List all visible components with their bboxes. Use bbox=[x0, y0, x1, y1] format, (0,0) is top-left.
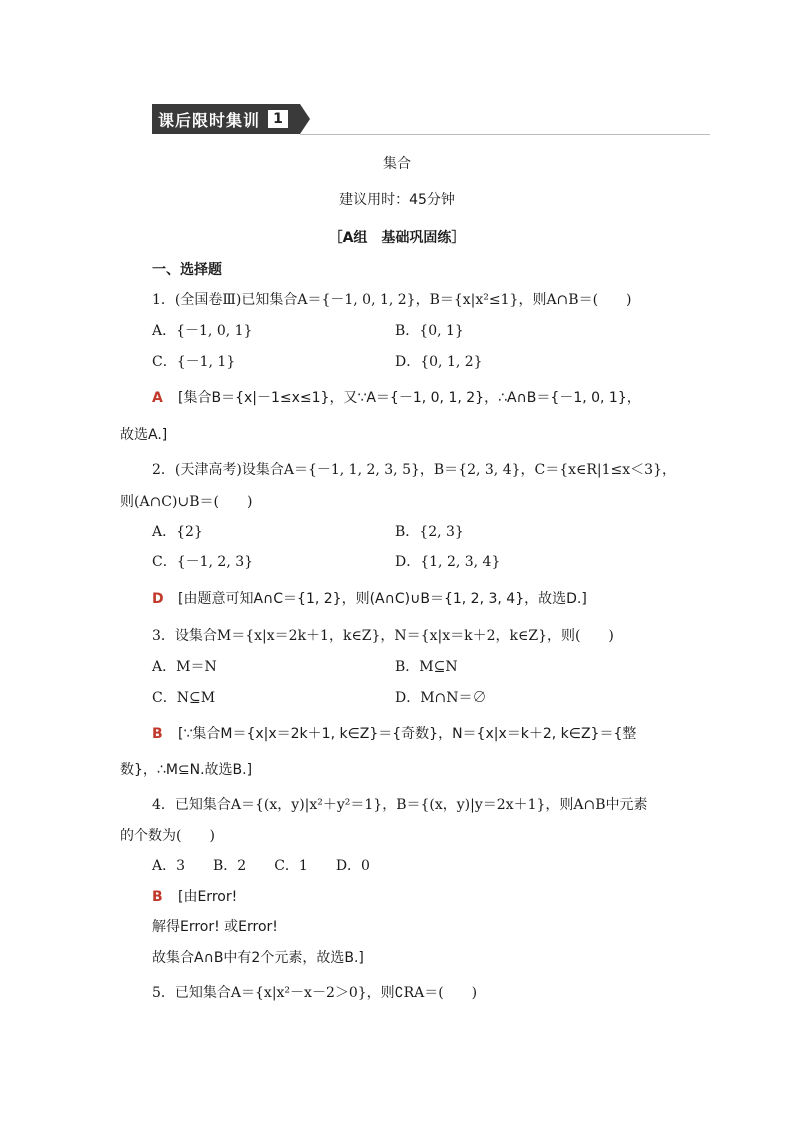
question-1-option-d: D．{0, 1, 2} bbox=[395, 354, 483, 370]
question-1-answer: A bbox=[152, 390, 163, 406]
question-3-option-b: B．M⊆N bbox=[395, 659, 458, 675]
question-1-explanation-line-1: [集合B＝{x|－1≤x≤1}，又∵A＝{－1, 0, 1, 2}，∴A∩B＝{－1, 0, 1}， bbox=[178, 390, 641, 406]
question-1-option-a: A．{－1, 0, 1} bbox=[152, 323, 253, 339]
question-1-option-b: B．{0, 1} bbox=[395, 323, 464, 339]
question-2-option-d: D．{1, 2, 3, 4} bbox=[395, 554, 501, 570]
lesson-banner bbox=[152, 104, 288, 134]
section-heading: 一、选择题 bbox=[152, 262, 222, 278]
question-2-option-b: B．{2, 3} bbox=[395, 524, 464, 540]
header-rule bbox=[300, 134, 710, 135]
question-4-explanation-line-1: [由Error! bbox=[178, 889, 238, 905]
question-4-explanation-line-2: 解得Error! 或Error! bbox=[152, 919, 278, 935]
question-1-stem: 1．(全国卷Ⅲ)已知集合A＝{－1, 0, 1, 2}，B＝{x|x²≤1}，则A∩B＝( ) bbox=[152, 292, 632, 308]
question-2-option-a: A．{2} bbox=[152, 524, 203, 540]
question-3-explanation-line-1: [∵集合M＝{x|x＝2k＋1, k∈Z}＝{奇数}，N＝{x|x＝k＋2, k∈Z}＝{整 bbox=[178, 726, 637, 742]
question-3-answer: B bbox=[152, 726, 163, 742]
question-4-answer: B bbox=[152, 889, 163, 905]
question-3-stem: 3．设集合M＝{x|x＝2k＋1，k∈Z}，N＝{x|x＝k＋2，k∈Z}，则( ) bbox=[152, 628, 614, 644]
question-4-stem-line-2: 的个数为( ) bbox=[120, 828, 215, 844]
question-2-answer: D bbox=[152, 591, 164, 607]
question-2-option-c: C．{－1, 2, 3} bbox=[152, 554, 254, 570]
question-2-stem-line-1: 2．(天津高考)设集合A＝{－1, 1, 2, 3, 5}，B＝{2, 3, 4}，C＝{x∈R|1≤x＜3}， bbox=[152, 462, 677, 478]
question-1-explanation-line-2: 故选A.] bbox=[120, 427, 168, 443]
banner-number: 1 bbox=[268, 110, 288, 128]
question-2-explanation: [由题意可知A∩C＝{1, 2}，则(A∩C)∪B＝{1, 2, 3, 4}，故选D.] bbox=[178, 591, 587, 607]
question-5-stem: 5．已知集合A＝{x|x²－x－2＞0}，则∁RA＝( ) bbox=[152, 985, 478, 1001]
question-3-explanation-line-2: 数}，∴M⊆N.故选B.] bbox=[120, 762, 253, 778]
suggested-time: 建议用时：45分钟 bbox=[339, 192, 455, 208]
question-4-options: A．3 B．2 C．1 D．0 bbox=[152, 858, 370, 874]
question-4-explanation-line-3: 故集合A∩B中有2个元素，故选B.] bbox=[152, 950, 364, 966]
page-title: 集合 bbox=[383, 156, 411, 172]
banner-label: 课后限时集训 bbox=[158, 110, 261, 130]
group-label: ［A组 基础巩固练］ bbox=[328, 230, 466, 246]
question-3-option-d: D．M∩N＝∅ bbox=[395, 690, 487, 706]
question-3-option-c: C．N⊆M bbox=[152, 690, 216, 706]
question-1-option-c: C．{－1, 1} bbox=[152, 354, 236, 370]
question-3-option-a: A．M＝N bbox=[152, 659, 217, 675]
question-2-stem-line-2: 则(A∩C)∪B＝( ) bbox=[120, 494, 253, 510]
question-4-stem-line-1: 4．已知集合A＝{(x，y)|x²＋y²＝1}，B＝{(x，y)|y＝2x＋1}，则A∩B中元素 bbox=[152, 797, 648, 813]
